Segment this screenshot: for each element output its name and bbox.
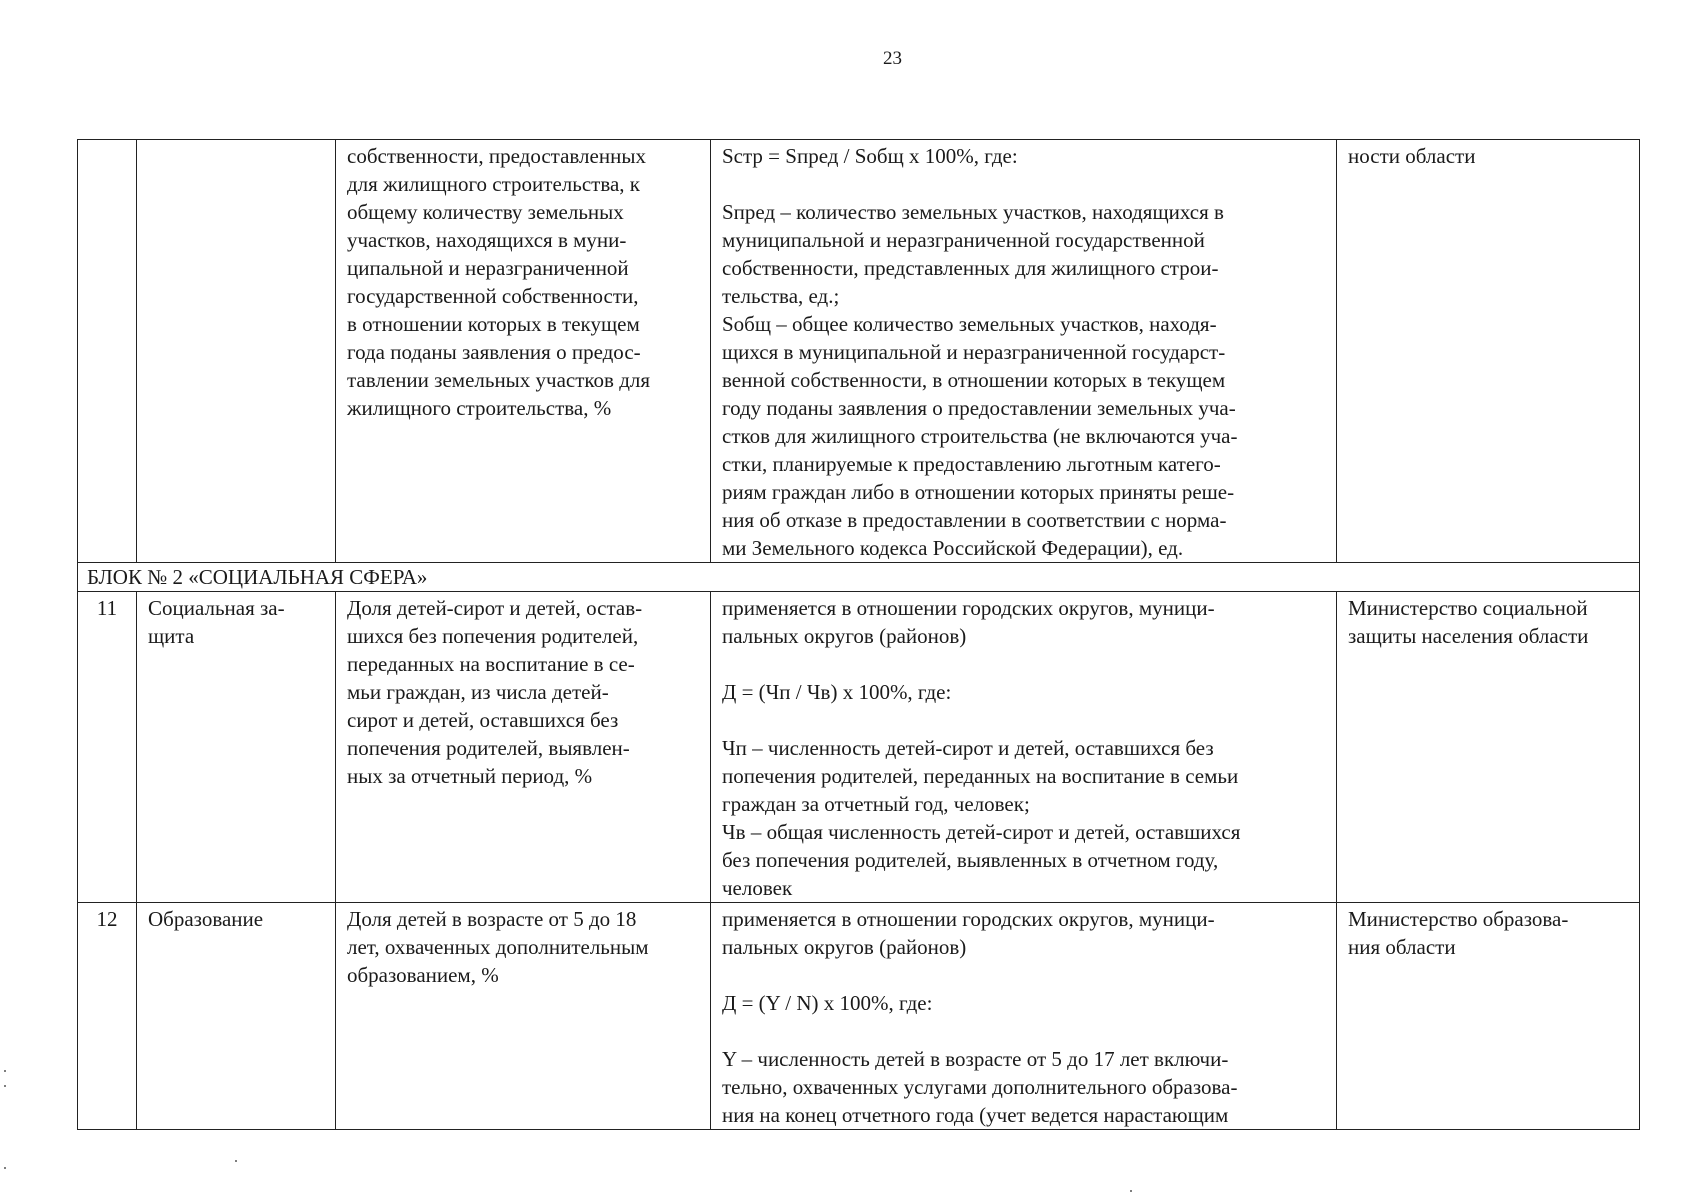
block-header-row: [78, 563, 1640, 592]
table-row: [78, 140, 1640, 563]
page-number: 23: [883, 48, 902, 69]
block-header: БЛОК № 2 «СОЦИАЛЬНАЯ СФЕРА»: [78, 563, 1640, 592]
table-row: [78, 592, 1640, 903]
ministry-cell: Министерство образова- ния области: [1337, 903, 1640, 1130]
ministry-cell: Министерство социальной защиты населения области: [1337, 592, 1640, 903]
indicator-cell: собственности, предоставленных для жилищного строительства, к общему количеству земельных участков, находящихся в муни- ципальной и неразграниченной государственной собственности, в отношении которых в текущем года поданы заявления о предос- тавлении земельных участков для жилищного строительства, %: [336, 140, 711, 563]
scan-speck: [4, 1070, 6, 1072]
row-number-cell: 12: [78, 903, 137, 1130]
sphere-cell: [137, 140, 336, 563]
indicator-cell: Доля детей-сирот и детей, остав- шихся без попечения родителей, переданных на воспитание в се- мьи граждан, из числа детей- сирот и детей, оставшихся без попечения родителей, выявлен- ных за отчетный период, %: [336, 592, 711, 903]
method-cell: Sстр = Sпред / Sобщ х 100%, где: Sпред – количество земельных участков, находящихся в муниципальной и неразграниченной государственной собственности, представленных для жилищного строи- тельства, ед.; Sобщ – общее количество земельных участков, находя- щихся в муниципальной и неразграниченной государст- венной собственности, в отношении которых в текущем году поданы заявления о предоставлении земельных уча- стков для жилищного строительства (не включаются уча- стки, планируемые к предоставлению льготным катего- риям граждан либо в отношении которых приняты реше- ния об отказе в предоставлении в соответствии с норма- ми Земельного кодекса Российской Федерации), ед.: [711, 140, 1337, 563]
row-number-cell: [78, 140, 137, 563]
method-cell: применяется в отношении городских округов, муници- пальных округов (районов) Д = (Чп / Чв) х 100%, где: Чп – численность детей-сирот и детей, оставшихся без попечения родителей, переданных на воспитание в семьи граждан за отчетный год, человек; Чв – общая численность детей-сирот и детей, оставшихся без попечения родителей, выявленных в отчетном году, человек: [711, 592, 1337, 903]
scan-speck: [4, 1167, 6, 1169]
sphere-cell: Социальная за- щита: [137, 592, 336, 903]
row-number-cell: 11: [78, 592, 137, 903]
sphere-cell: Образование: [137, 903, 336, 1130]
scan-speck: [4, 1085, 6, 1087]
method-cell: применяется в отношении городских округов, муници- пальных округов (районов) Д = (Y / N) х 100%, где: Y – численность детей в возрасте от 5 до 17 лет включи- тельно, охваченных услугами дополнительного образова- ния на конец отчетного года (учет ведется нарастающим: [711, 903, 1337, 1130]
indicator-cell: Доля детей в возрасте от 5 до 18 лет, охваченных дополнительным образованием, %: [336, 903, 711, 1130]
indicators-table: [77, 139, 1640, 1130]
ministry-cell: ности области: [1337, 140, 1640, 563]
scan-speck: [1130, 1190, 1132, 1192]
table-row: [78, 903, 1640, 1130]
scan-speck: [235, 1160, 237, 1162]
